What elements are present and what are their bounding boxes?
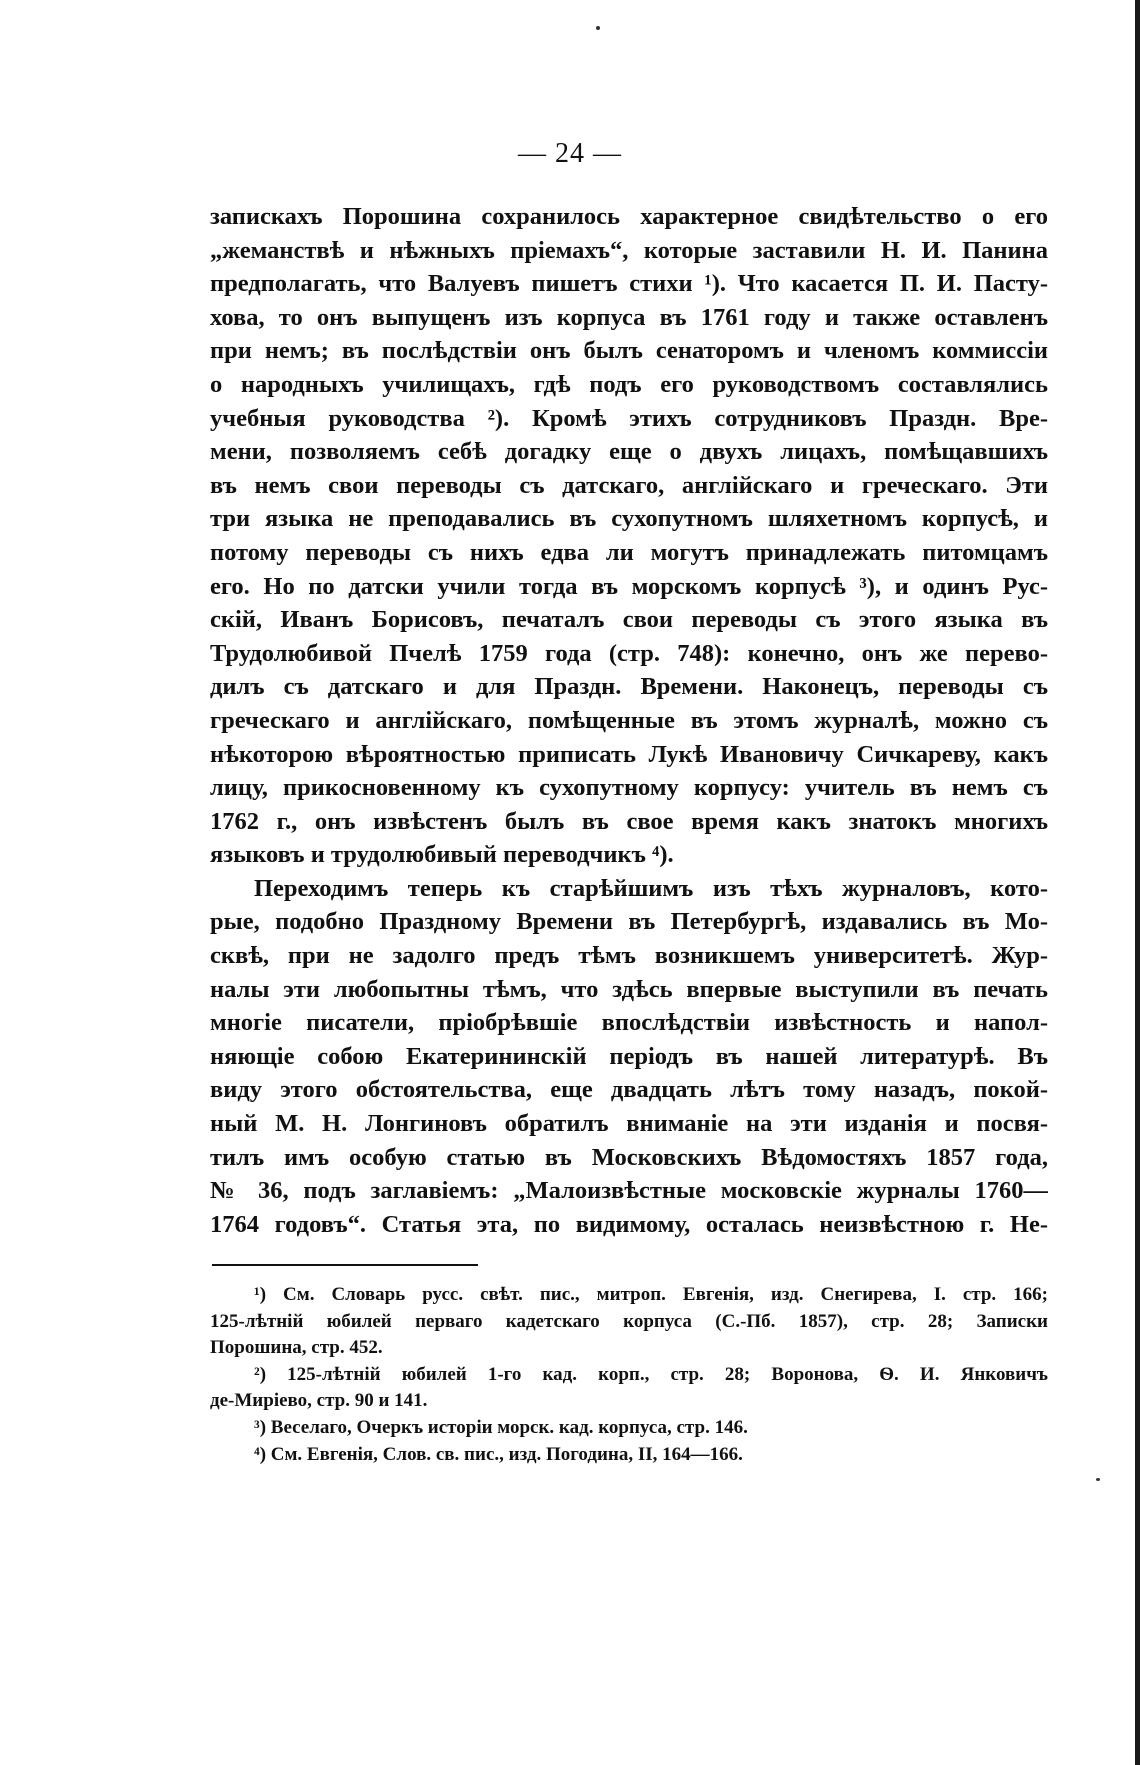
footnote-line: ¹) См. Словарь русс. свѣт. пис., митроп. Евгенія, изд. Снегирева, I. стр. 166; [254,1284,1048,1305]
text-line: мени, позволяемъ себѣ догадку еще о двухъ лицахъ, помѣщавшихъ [210,438,1048,466]
text-line: предполагать, что Валуевъ пишетъ стихи ¹). Что касается П. И. Пасту- [210,270,1048,298]
text-line: скій, Иванъ Борисовъ, печаталъ свои переводы съ этого языка въ [210,606,1048,634]
text-line-paragraph-end: языковъ и трудолюбивый переводчикъ ⁴). [210,841,674,869]
text-line: № 36, подъ заглавіемъ: „Малоизвѣстные московскіе журналы 1760— [210,1177,1048,1205]
text-line: сквѣ, при не задолго предъ тѣмъ возникшемъ университетѣ. Жур- [210,942,1048,970]
text-line: виду этого обстоятельства, еще двадцать лѣтъ тому назадъ, покой- [210,1076,1048,1104]
scan-speck [1096,1478,1100,1481]
text-line: его. Но по датски учили тогда въ морскомъ корпусѣ ³), и одинъ Рус- [210,572,1048,600]
text-line: греческаго и англійскаго, помѣщенные въ этомъ журналѣ, можно съ [210,706,1048,734]
text-line: въ немъ свои переводы съ датскаго, англійскаго и греческаго. Эти [210,471,1048,499]
text-line: рые, подобно Праздному Времени въ Петербургѣ, издавались въ Мо- [210,908,1048,936]
footnote-line: Порошина, стр. 452. [210,1337,383,1359]
text-line-paragraph-start: Переходимъ теперь къ старѣйшимъ изъ тѣхъ журналовъ, кото- [254,874,1048,902]
footnote-line: ⁴) См. Евгенія, Слов. св. пис., изд. Погодина, II, 164—166. [254,1443,743,1465]
text-line: Трудолюбивой Пчелѣ 1759 года (стр. 748): конечно, онъ же перево- [210,639,1048,667]
footnote-line: де-Миріево, стр. 90 и 141. [210,1390,428,1412]
page-number: — 24 — [518,138,622,169]
text-line: при немъ; въ послѣдствіи онъ былъ сенаторомъ и членомъ коммиссіи [210,337,1048,365]
text-line: 1762 г., онъ извѣстенъ былъ въ свое время какъ знатокъ многихъ [210,807,1048,835]
footnote-line: 125-лѣтній юбилей перваго кадетскаго корпуса (С.-Пб. 1857), стр. 28; Записки [210,1310,1048,1332]
page-edge-shadow [1135,0,1140,1765]
text-line: тилъ имъ особую статью въ Московскихъ Вѣдомостяхъ 1857 года, [210,1143,1048,1171]
text-line: нѣкоторою вѣроятностью приписать Лукѣ Ивановичу Сичкареву, какъ [210,740,1048,768]
footnote-separator [212,1264,478,1266]
text-line: учебныя руководства ²). Кромѣ этихъ сотрудниковъ Праздн. Вре- [210,404,1048,432]
text-line: запискахъ Порошина сохранилось характерное свидѣтельство о его [210,203,1048,230]
text-line: многіе писатели, пріобрѣвшіе впослѣдствіи извѣстность и напол- [210,1009,1048,1037]
text-line: дилъ съ датскаго и для Праздн. Времени. Наконецъ, переводы съ [210,673,1048,701]
text-line: „жеманствѣ и нѣжныхъ пріемахъ“, которые заставили Н. И. Панина [210,236,1048,264]
footnotes [210,1282,1048,1468]
main-text [210,200,1048,1241]
text-line: три языка не преподавались въ сухопутномъ шляхетномъ корпусѣ, и [210,505,1048,533]
text-line: потому переводы съ нихъ едва ли могутъ принадлежать питомцамъ [210,538,1048,566]
scan-speck [596,26,600,30]
text-line: о народныхъ училищахъ, гдѣ подъ его руководствомъ составлялись [210,370,1048,398]
text-line: ный М. Н. Лонгиновъ обратилъ вниманіе на эти изданія и посвя- [210,1110,1048,1138]
text-line: лицу, прикосновенному къ сухопутному корпусу: учитель въ немъ съ [210,774,1048,802]
text-line: хова, то онъ выпущенъ изъ корпуса въ 1761 году и также оставленъ [210,303,1048,331]
footnote-line: ²) 125-лѣтній юбилей 1-го кад. корп., стр. 28; Воронова, Ѳ. И. Янковичъ [254,1363,1048,1385]
text-line: налы эти любопытны тѣмъ, что здѣсь впервые выступили въ печать [210,975,1048,1003]
footnote-line: ³) Веселаго, Очеркъ исторіи морск. кад. корпуса, стр. 146. [254,1416,748,1438]
text-line: 1764 годовъ“. Статья эта, по видимому, осталась неизвѣстною г. Не- [210,1210,1048,1238]
text-line: няющіе собою Екатерининскій періодъ въ нашей литературѣ. Въ [210,1042,1048,1070]
